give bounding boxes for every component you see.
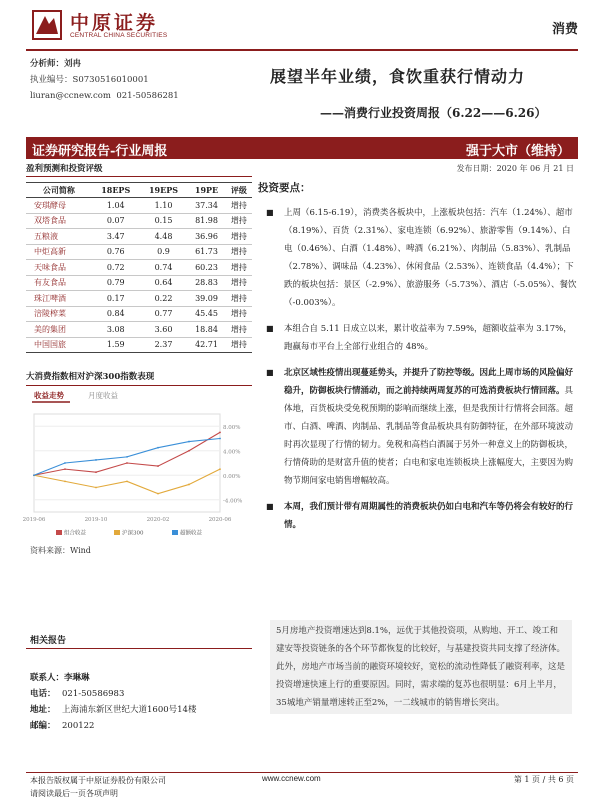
- forecast-cell: 36.96: [187, 229, 225, 245]
- company-name-cell: 美的集团: [26, 322, 92, 338]
- forecast-header-cell: 公司简称: [26, 183, 92, 198]
- forecast-cell: 0.77: [140, 306, 188, 322]
- y-tick-label: 8.00%: [223, 424, 241, 431]
- legend-label: 沪深300: [122, 530, 144, 537]
- footer-copyright: 本报告版权属于中原证券股份有限公司: [30, 776, 166, 785]
- forecast-cell: 增持: [226, 275, 252, 291]
- company-name-cell: 五粮液: [26, 229, 92, 245]
- report-type: 证券研究报告-行业周报: [32, 144, 168, 159]
- forecast-header-row: [26, 183, 252, 198]
- report-title: 展望半年业绩，食饮重获行情动力: [270, 67, 526, 86]
- contact-info: [30, 670, 196, 734]
- analyst-info: [30, 56, 179, 104]
- forecast-cell: 3.47: [92, 229, 140, 245]
- forecast-row: [26, 337, 252, 353]
- contact-phone-line: 电话： 021-50586983: [30, 689, 125, 699]
- legend-label: 组合收益: [64, 530, 87, 537]
- key-point: [264, 320, 578, 356]
- analyst-name-line: 分析师：刘冉: [30, 59, 82, 69]
- legend-label: 超额收益: [180, 530, 203, 537]
- forecast-row: [26, 229, 252, 245]
- chart-section-header: [26, 370, 252, 386]
- data-point: [126, 462, 128, 464]
- forecast-cell: 1.59: [92, 337, 140, 353]
- performance-chart-svg: [22, 386, 252, 542]
- bullet-icon: ■: [266, 502, 274, 511]
- company-name-cell: 安琪酵母: [26, 198, 92, 214]
- chart-tab[interactable]: 月度收益: [88, 391, 118, 400]
- contact-address-line: 地址： 上海浦东新区世纪大道1600号14楼: [30, 705, 197, 715]
- page-number: 第 1 页 / 共 6 页: [513, 775, 574, 784]
- forecast-cell: 37.34: [187, 198, 225, 214]
- company-name-cell: 中炬高新: [26, 244, 92, 260]
- key-point: [264, 498, 578, 534]
- data-point: [157, 465, 159, 467]
- data-point: [126, 480, 128, 482]
- legend-swatch: [56, 530, 62, 535]
- forecast-cell: 增持: [226, 198, 252, 214]
- chart-title: 大消费指数相对沪深300指数表现: [26, 372, 155, 382]
- bullet-icon: ■: [266, 324, 274, 333]
- forecast-cell: 3.60: [140, 322, 188, 338]
- forecast-cell: 0.84: [92, 306, 140, 322]
- data-point: [219, 468, 221, 470]
- forecast-cell: 增持: [226, 229, 252, 245]
- forecast-title: 盈利预测和投资评级: [26, 164, 103, 174]
- forecast-cell: 0.07: [92, 213, 140, 229]
- contact-address: 上海浦东新区世纪大道1600号14楼: [62, 705, 197, 715]
- analyst-name: 刘冉: [64, 59, 82, 69]
- forecast-cell: 0.22: [140, 291, 188, 307]
- forecast-cell: 1.10: [140, 198, 188, 214]
- forecast-cell: 60.23: [187, 260, 225, 276]
- forecast-cell: 增持: [226, 306, 252, 322]
- report-type-banner: [26, 137, 578, 159]
- report-subtitle: ——消费行业投资周报（6.22——6.26）: [320, 106, 547, 120]
- data-point: [157, 447, 159, 449]
- x-tick-label: 2020-06: [208, 517, 232, 523]
- bullet-icon: ■: [266, 208, 274, 217]
- legend-swatch: [114, 530, 120, 535]
- data-point: [219, 431, 221, 433]
- analyst-license-line: 执业编号：S0730516010001: [30, 75, 149, 85]
- chart-tab[interactable]: 收益走势: [34, 391, 64, 400]
- data-point: [64, 480, 66, 482]
- forecast-cell: 0.15: [140, 213, 188, 229]
- forecast-cell: 0.17: [92, 291, 140, 307]
- forecast-section-header: [26, 162, 252, 177]
- contact-zip-line: 邮编： 200122: [30, 721, 95, 731]
- forecast-row: [26, 275, 252, 291]
- analyst-contact-line: [30, 88, 179, 104]
- contact-person: 李琳琳: [64, 673, 90, 683]
- footer-notice: [30, 774, 166, 800]
- data-point: [188, 484, 190, 486]
- company-name-cell: 涪陵榨菜: [26, 306, 92, 322]
- chart-source: 资料来源：Wind: [30, 546, 91, 555]
- forecast-row: [26, 213, 252, 229]
- key-point: [264, 204, 578, 312]
- key-points-title: 投资要点：: [258, 182, 311, 194]
- contact-phone: 021-50586983: [62, 689, 125, 699]
- data-point: [157, 493, 159, 495]
- key-point: [264, 364, 578, 490]
- report-header: [26, 6, 578, 46]
- forecast-cell: 81.98: [187, 213, 225, 229]
- forecast-cell: 18.84: [187, 322, 225, 338]
- related-reports-title: 相关报告: [30, 636, 67, 646]
- real-estate-note: 5月房地产投资增速达到8.1%，远优于其他投资项，从购地、开工、竣工和建安等投资链条的各个环节都恢复的比较好，与基建投资共同支撑了经济体。此外，房地产市场当前的融资环境较好，宽松的流动性降低了融资利率，这是投资增速快速上行的重要原因。同时，需求端的复苏也很明显：6月上半月，35城地产销量增速转正至2%，一二线城市的销售增长突出。: [270, 620, 572, 714]
- forecast-cell: 增持: [226, 291, 252, 307]
- forecast-cell: 0.9: [140, 244, 188, 260]
- x-tick-label: 2019-06: [22, 517, 46, 523]
- header-divider: [26, 49, 578, 51]
- data-point: [64, 462, 66, 464]
- analyst-phone: 021-50586281: [116, 91, 179, 101]
- data-point: [188, 450, 190, 452]
- related-reports-line: [26, 648, 252, 649]
- forecast-cell: 2.37: [140, 337, 188, 353]
- key-point-text: 上周（6.15-6.19），消费类各板块中，上涨板块包括：汽车（1.24%）、超市（8.19%）、百货（2.31%）、家电连锁（6.92%）、旅游零售（9.14%）、白电（0.46%）、白酒（1.48%）、啤酒（6.21%）、肉制品（5.83%）、乳制品（2.78%）、调味品（4.23%）、休闲食品（2.53%）、连锁食品（4.4%）；下跌的板块包括：景区（-2.9%）、旅游服务（-5.73%）、酒店（-5.05%）、餐饮（-0.003%）。: [284, 208, 577, 308]
- x-tick-label: 2020-02: [146, 517, 170, 523]
- legend-swatch: [172, 530, 178, 535]
- y-tick-label: 0.00%: [223, 473, 241, 480]
- forecast-cell: 0.74: [140, 260, 188, 276]
- forecast-cell: 0.72: [92, 260, 140, 276]
- company-name-cell: 中国国旅: [26, 337, 92, 353]
- footer-divider: [26, 772, 578, 773]
- data-point: [95, 471, 97, 473]
- x-tick-label: 2019-10: [84, 517, 108, 523]
- data-point: [95, 487, 97, 489]
- forecast-cell: 1.04: [92, 198, 140, 214]
- forecast-header-cell: 评级: [226, 183, 252, 198]
- publish-date: 发布日期：2020 年 06 月 21 日: [456, 164, 574, 173]
- forecast-row: [26, 198, 252, 214]
- analyst-license: S0730516010001: [72, 75, 149, 85]
- company-name-cell: 双塔食品: [26, 213, 92, 229]
- data-point: [126, 456, 128, 458]
- key-point-highlight: 本周，我们预计带有周期属性的消费板块仍如白电和汽车等仍将会有较好的行情。: [284, 502, 574, 530]
- forecast-row: [26, 291, 252, 307]
- y-tick-label: -4.00%: [223, 498, 243, 505]
- forecast-cell: 增持: [226, 244, 252, 260]
- performance-chart: [22, 386, 252, 542]
- data-point: [33, 474, 35, 476]
- logo-mark-icon: [32, 10, 62, 40]
- forecast-cell: 61.73: [187, 244, 225, 260]
- data-point: [219, 438, 221, 440]
- forecast-table: [26, 182, 252, 353]
- company-name-cell: 天味食品: [26, 260, 92, 276]
- forecast-row: [26, 260, 252, 276]
- forecast-header-cell: 19PE: [187, 183, 225, 198]
- company-name-cell: 有友食品: [26, 275, 92, 291]
- forecast-cell: 增持: [226, 322, 252, 338]
- forecast-cell: 0.76: [92, 244, 140, 260]
- forecast-cell: 28.83: [187, 275, 225, 291]
- forecast-header-cell: 18EPS: [92, 183, 140, 198]
- company-name-cell: 珠江啤酒: [26, 291, 92, 307]
- industry-rating: 强于大市（维持）: [465, 144, 570, 159]
- contact-person-line: 联系人：李琳琳: [30, 673, 90, 683]
- forecast-cell: 45.45: [187, 306, 225, 322]
- company-logo: [26, 6, 196, 46]
- forecast-body: [26, 198, 252, 353]
- footer-disclaimer[interactable]: 请阅读最后一页各项声明: [30, 789, 118, 798]
- data-point: [64, 468, 66, 470]
- forecast-cell: 39.09: [187, 291, 225, 307]
- bullet-icon: ■: [266, 368, 274, 377]
- forecast-row: [26, 244, 252, 260]
- forecast-cell: 4.48: [140, 229, 188, 245]
- forecast-cell: 增持: [226, 213, 252, 229]
- key-point-text: 本组合自 5.11 日成立以来，累计收益率为 7.59%，超额收益率为 3.17%，跑赢每市平台上全部行业组合的 48%。: [284, 324, 572, 352]
- publish-date-value: 2020 年 06 月 21 日: [496, 164, 574, 173]
- forecast-row: [26, 306, 252, 322]
- logo-chinese: 中原证券: [70, 12, 159, 34]
- forecast-cell: 增持: [226, 337, 252, 353]
- data-point: [188, 441, 190, 443]
- logo-english: CENTRAL CHINA SECURITIES: [70, 32, 168, 39]
- contact-zip: 200122: [62, 721, 95, 731]
- forecast-cell: 0.64: [140, 275, 188, 291]
- key-point-highlight: 北京区域性疫情出现蔓延势头，并提升了防控等级。因此上周市场的风险偏好稳升，防御板块行情涌动，而之前持续两周复苏的可选消费板块行情回落。: [284, 368, 574, 396]
- forecast-title-line: [26, 176, 252, 177]
- footer-website[interactable]: www.ccnew.com: [262, 774, 321, 783]
- forecast-header-cell: 19EPS: [140, 183, 188, 198]
- forecast-cell: 3.08: [92, 322, 140, 338]
- sector-label: 消费: [551, 22, 578, 37]
- analyst-email[interactable]: liuran@ccnew.com: [30, 91, 111, 101]
- data-point: [95, 459, 97, 461]
- key-points-list: [264, 204, 578, 542]
- forecast-cell: 42.71: [187, 337, 225, 353]
- forecast-cell: 增持: [226, 260, 252, 276]
- key-point-text: 具体地，百货板块受免税预期的影响而继续上涨，但是我预计行情将会回落。超市、白酒、啤酒、肉制品、乳制品等食品板块具有防御特征，在外部环境波动时再次显现了行情的韧力。免税和高档白酒属于另外一种意义上的防御板块，行情倚助的是财富升值的使者；白电和家电连锁板块上涨幅度大，主要因为购物节期间家电销售增幅较高。: [284, 386, 574, 486]
- forecast-row: [26, 322, 252, 338]
- y-tick-label: 4.00%: [223, 449, 241, 456]
- forecast-cell: 0.79: [92, 275, 140, 291]
